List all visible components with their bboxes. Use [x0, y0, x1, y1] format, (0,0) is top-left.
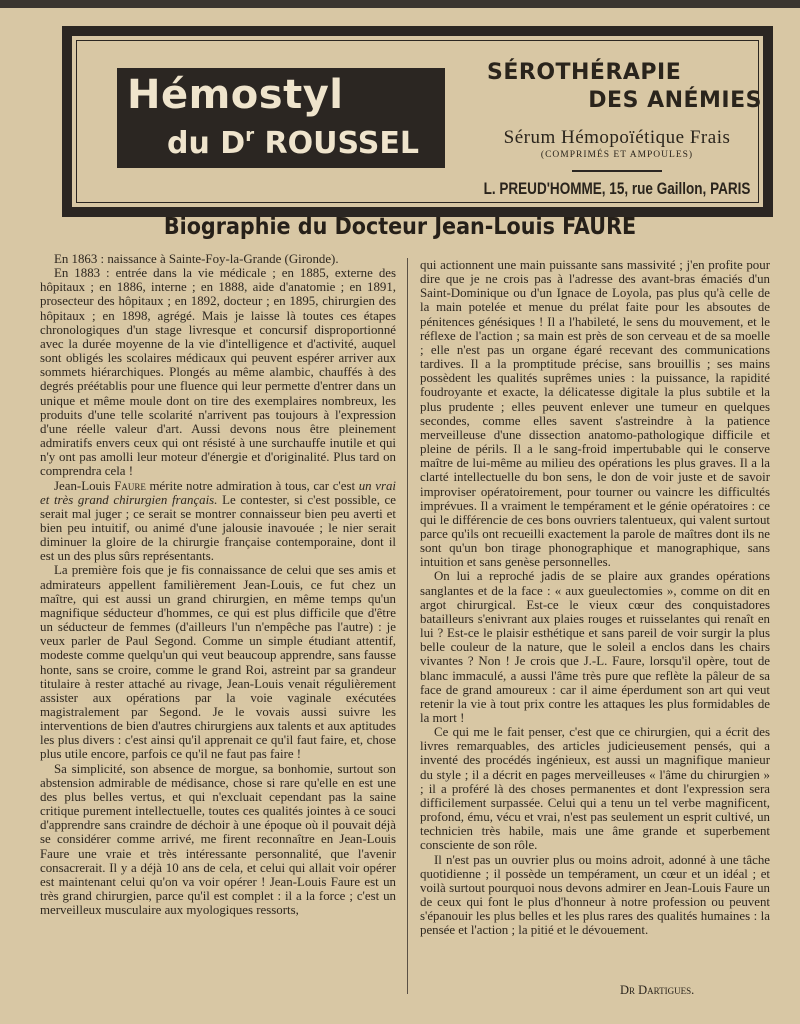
article-title: Biographie du Docteur Jean-Louis FAURE — [163, 214, 637, 240]
page-top-edge — [0, 0, 800, 8]
paragraph: Jean-Louis Faure mérite notre admiration à tous, car c'est un vrai et très grand chirurgien français. Le contester, si c'est possible, ce serait mal juger ; ce serait se montrer connaisseur bien peu averti et bien peu intuitif, ou animé d'une jalousie inavouée ; le nier serait diminuer la gloire de la chirurgie française contemporaine, dont il est un des plus sûrs représentants. — [40, 478, 397, 564]
advertisement — [62, 26, 773, 217]
paragraph: qui actionnent une main puissante sans massivité ; j'en profite pour dire que je ne crois pas à l'adresse des avant-bras émaciés d'un Saint-Dominique ou d'un Ignace de Loyola, pas plus qu'à celle de la main potelée et menue du prélat faite pour les absoutes de pénitences génésiques ! Il a l'habileté, le sens du mouvement, et le réflexe de l'action ; sa main est près de son cerveau et de sa moelle ; elle n'est pas un organe égaré recevant des communications tardives. Il a la promptitude précise, sans brouillis ; ses mains possèdent les qualités suprêmes unies : la puissance, la rapidité foudroyante et exacte, la délicatesse digitale la plus subtile et la plus prudente ; elles peuvent enlever une tumeur en quelques secondes, comme elles savent s'astreindre à la patience merveilleuse d'une dissection anatomo-pathologique difficile et pleine de périls. Il a le sang-froid impertubable qui le conserve maître de lui-même au milieu des opérations les plus graves. Il a la clarté intellectuelle du bon sens, le don de voir juste et de savoir improviser opératoirement, pour tourner ou vaincre les difficultés imprévues. Il a vraiment le tempérament et le génie opératoires : ce qui le différencie de ces bons ouvriers talentueux, qui valent surtout parce qu'ils ont recueilli exactement la parole de maîtres dont ils ne sont qu'un bon tirage phonographique et manographique, sans intuition et sans genèse personnelles. — [420, 258, 770, 570]
ad-divider — [572, 170, 662, 172]
ad-serum-description: Sérum Hémopoïétique Frais — [503, 127, 731, 148]
paragraph: Il n'est pas un ouvrier plus ou moins adroit, adonné à une tâche quotidienne ; il possède un tempérament, un cœur et un idéal ; et voilà surtout pourquoi nous devons admirer en Jean-Louis Faure un de ceux qui font le plus d'honneur à notre profession ou peuvent s'épanouir les plus belles et les plus rares des qualités humaines : la pensée et l'action ; la pitié et le dévouement. — [420, 852, 770, 938]
article-left-column — [40, 252, 396, 917]
author-signature: Dr Dartigues. — [620, 983, 695, 997]
ad-heading-anemies: DES ANÉMIES — [588, 88, 762, 113]
paragraph: On lui a reproché jadis de se plaire aux grandes opérations sanglantes et de la face : « aux gueulectomies », comme on dit en argot chirurgical. Est-ce le vieux cœur des conquistadores batailleurs s'enivrant aux plaies rouges et ruisselantes qui renaît en lui ? Est-ce le plaisir esthétique et sans pareil de voir surgir la plus belle couleur de la nature, que le soleil a enclos dans les chairs vivantes ? Non ! Je crois que J.-L. Faure, lorsqu'il opère, tout de blanc immaculé, a aussi l'âme très pure que reflète la pâleur de sa face de grand amoureux : car il aime éperdument son art qui veut retenir la vie à tout prix contre les attaques les plus formidables de la mort ! — [420, 569, 770, 725]
logo-doctor-name: du $D^r$ ROUSSEL — [167, 125, 419, 161]
paragraph: En 1883 : entrée dans la vie médicale ; en 1885, externe des hôpitaux ; en 1886, interne ; en 1888, aide d'anatomie ; en 1891, prosecteur des hôpitaux ; en 1892, docteur ; en 1895, chirurgien des hôpitaux ; en 1898, agrégé. Mais je laisse là toutes ces étapes chronologiques d'un stage livresque et concursif disproportionné avec la durée moyenne de la vie d'intelligence et d'activité, auquel sont obligés les scolaires médicaux qui peuvent espérer arriver aux sommets hiérarchiques. Plongés au même alambic, chauffés à des degrés préétablis pour une fluence qui leur permette d'entrer dans un unique et même moule dont on tire des exemplaires nombreux, les produits d'une telle scolarité n'arrivent pas toujours à l'expression d'une réelle valeur d'art. Aussi devons nous être pleinement admiratifs envers ceux qui ont résisté à une surchauffe inutile et qui n'y ont pas amolli leur moteur d'énergie et d'originalité. Plus tard on comprendra cela ! — [40, 266, 396, 479]
ad-forms: (COMPRIMÉS ET AMPOULES) — [540, 150, 694, 160]
ad-address: L. PREUD'HOMME, 15, rue Gaillon, PARIS — [483, 179, 751, 198]
advertisement-text — [472, 59, 762, 199]
paragraph: En 1863 : naissance à Sainte-Foy-la-Grande (Gironde). — [54, 252, 339, 266]
ad-heading-serotherapie: SÉROTHÉRAPIE — [487, 60, 682, 85]
advertisement-inner-frame — [76, 40, 762, 203]
paragraph: Ce qui me le fait penser, c'est que ce chirurgien, qui a écrit des livres remarquables, des articles judicieusement pensés, qui a inventé des procédés ingénieux, est aussi un magnifique manieur du style ; il a décrit en pages merveilleuses « l'âme du chirurgien » ; il a proféré là des choses permanentes et dont l'expression sera difficilement surpassée. Celui qui a tenu un tel verbe magnificent, profond, ému, vécu et vrai, n'est pas seulement un esprit cultivé, un technicien très habile, mais une âme grande et superbement consciente de son rôle. — [420, 725, 770, 853]
logo-product-name: Hémostyl — [127, 72, 344, 118]
paragraph: La première fois que je fis connaissance de celui que ses amis et admirateurs appellent familièrement Jean-Louis, ce fut chez un maître, qui est aussi un grand chirurgien, en même temps qu'un magnifique séducteur d'hommes, ce qui est plus difficile que d'être un séducteur de femmes (d'ailleurs l'un n'empêche pas l'autre) : je veux parler de Paul Segond. Comme un simple étudiant attentif, modeste comme quelqu'un qui veut beaucoup apprendre, sans fausse honte, sans se croire, comme le grand Roi, astreint par sa grandeur titulaire à rester attaché au rivage, Jean-Louis venait régulièrement assister aux opérations par la voie vaginale exécutées magistralement par Segond. Je le vovais aussi suivre les interventions de bien d'autres chirurgiens aux talents et aux aptitudes les plus divers : c'est ainsi qu'il apprenait ce qu'il faut faire, et, chose plus utile encore, parfois ce qu'il ne faut pas faire ! — [40, 563, 396, 762]
article-right-column — [420, 258, 770, 938]
hemostyl-logo — [117, 68, 445, 168]
paragraph: Sa simplicité, son absence de morgue, sa bonhomie, surtout son abstension admirable de médisance, chose si rare qu'elle en est une des plus belles vertus, et qui n'excluait cependant pas la saine critique purement intellectuelle, toutes ces qualités jointes à ce souci d'apprendre sans craindre de déchoir à une époque où il pouvait déjà se considérer comme arrivé, me firent reconnaître en Jean-Louis Faure une vraie et très intéressante personnalité, que l'avenir consacrerait. Il y a déjà 10 ans de cela, et celui qui allait voir opérer est maintenant celui qu'on va voir opérer ! Jean-Louis Faure est un très grand chirurgien, parce qu'il est complet : il a la force ; c'est un merveilleux musculaire aux myologiques ressorts, — [40, 761, 396, 918]
column-divider — [407, 258, 408, 994]
